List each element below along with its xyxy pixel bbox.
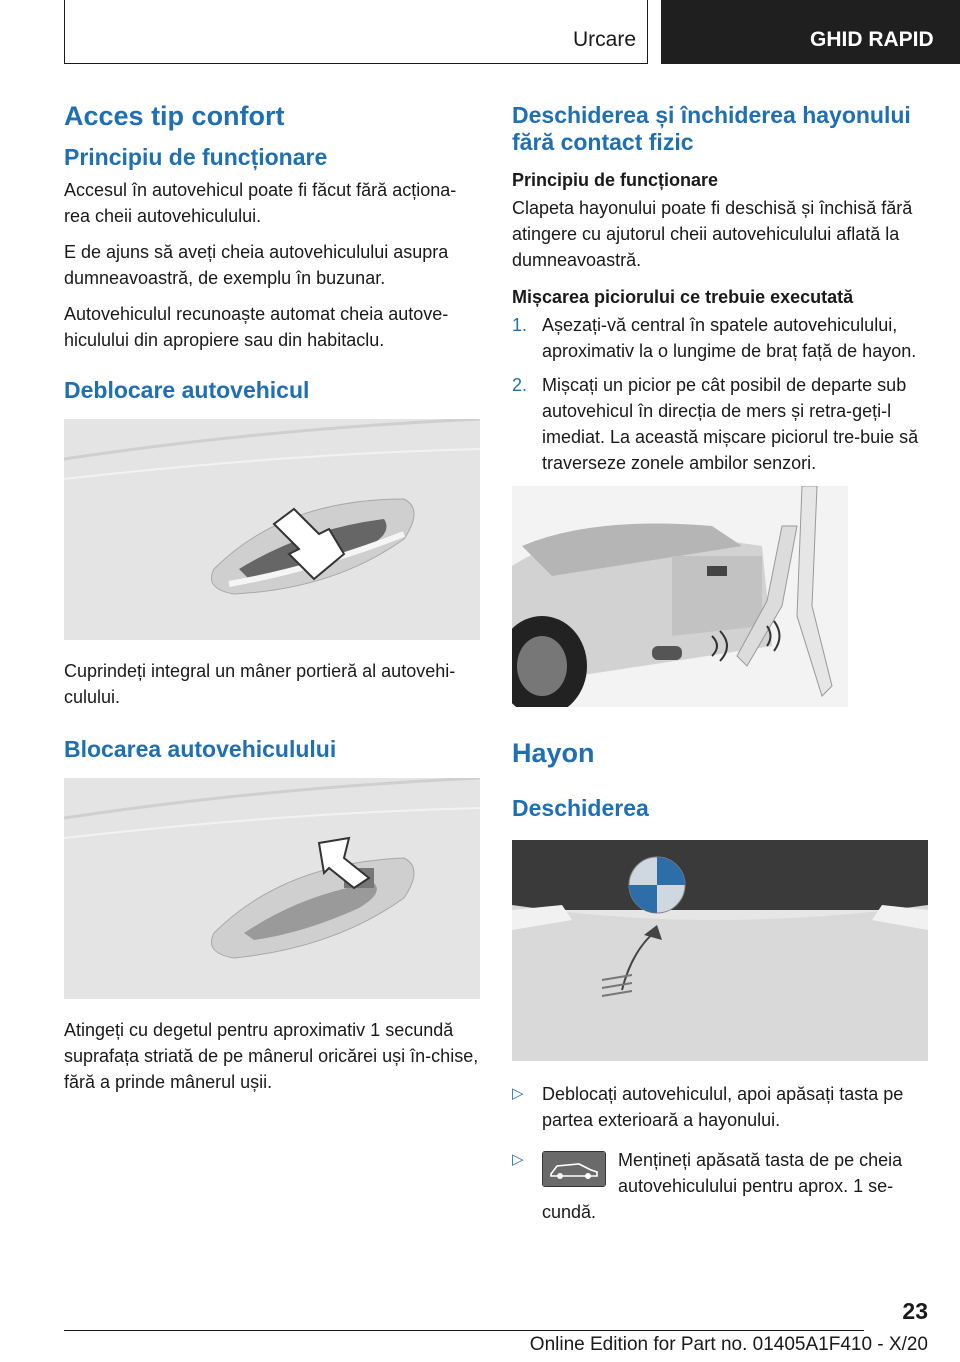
section-title-hayon: Hayon — [512, 738, 595, 768]
header-section: Urcare — [572, 28, 636, 51]
liftgate-key-icon — [542, 1151, 606, 1187]
step-number: 2. — [512, 375, 528, 395]
step-number: 1. — [512, 315, 528, 335]
section-title: Acces tip confort — [64, 101, 285, 131]
steps-list — [512, 312, 928, 476]
paragraph: Cuprindeți integral un mâner portieră al autovehi-culului. — [64, 660, 456, 707]
list-item — [512, 1081, 928, 1133]
bullet-marker: ▷ — [512, 1151, 524, 1169]
bullet-list — [512, 1081, 928, 1225]
header-frame — [64, 0, 648, 64]
subheading-open: Deschiderea — [512, 794, 649, 821]
section-title-liftgate: Deschiderea și închiderea hayonului fără contact fizic — [512, 102, 911, 155]
door-handle-unlock-image — [64, 419, 480, 640]
step-text: Așezați-vă central în spatele autovehiculului, aproximativ la o lungime de braț față de hayon. — [542, 315, 917, 361]
paragraph: Accesul în autovehicul poate fi făcut fără acționa-rea cheii autovehiculului. — [64, 180, 457, 227]
subheading-unlock: Deblocare autovehicul — [64, 377, 310, 404]
left-column — [64, 96, 480, 1105]
page-number: 23 — [902, 1298, 928, 1324]
liftgate-button-image — [512, 840, 928, 1061]
bullet-marker: ▷ — [512, 1085, 524, 1103]
paragraph: Autovehiculul recunoaște automat cheia autove-hiculului din apropiere sau din habitaclu. — [64, 304, 449, 351]
bullet-text: Mențineți apăsată tasta de pe cheia autovehiculului pentru aprox. 1 se-cundă. — [542, 1150, 903, 1223]
list-item — [512, 312, 928, 364]
step-text: Mișcați un picior pe cât posibil de departe sub autovehicul în direcția de mers și retra-geți-l imediat. La această mișcare piciorul tre-buie să traverseze zonele ambilor senzori. — [542, 375, 919, 473]
paragraph: E de ajuns să aveți cheia autovehiculului asupra dumneavoastră, de exemplu în buzunar. — [64, 242, 449, 289]
subheading-principle: Principiu de funcționare — [64, 143, 328, 170]
right-column — [512, 96, 928, 1235]
paragraph: Clapeta hayonului poate fi deschisă și închisă fără atingere cu ajutorul cheii autovehiculului aflată la dumneavoastră. — [512, 198, 913, 270]
subheading-lock: Blocarea autovehiculului — [64, 735, 337, 762]
door-handle-lock-image — [64, 778, 480, 999]
footer-edition: Online Edition for Part no. 01405A1F410 - X/20 — [529, 1334, 928, 1355]
header-tab: GHID RAPID — [661, 0, 960, 64]
rear-car-foot-gesture-image — [512, 486, 848, 707]
footer-divider — [64, 1330, 864, 1331]
bullet-text: Deblocați autovehiculul, apoi apăsați tasta pe partea exterioară a hayonului. — [542, 1084, 904, 1131]
subheading-principle: Principiu de funcționare — [512, 170, 719, 190]
subheading-movement: Mișcarea piciorului ce trebuie executată — [512, 287, 854, 307]
list-item — [512, 372, 928, 476]
paragraph: Atingeți cu degetul pentru aproximativ 1 secundă suprafața striată de pe mânerul oricărei uși în-chise, fără a prinde mânerul ușii. — [64, 1019, 479, 1092]
list-item — [512, 1147, 928, 1225]
